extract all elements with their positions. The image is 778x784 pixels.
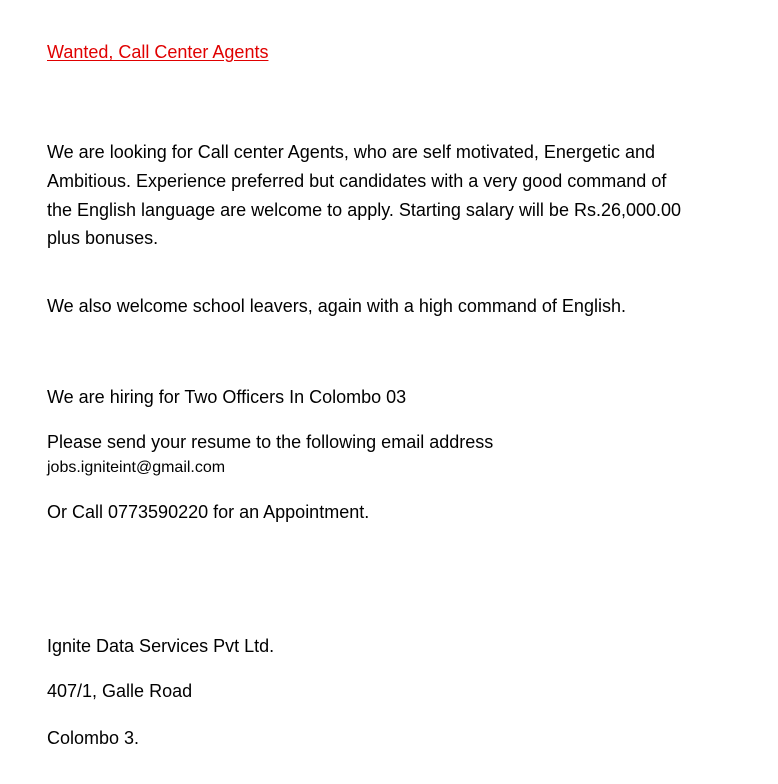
call-text: Or Call 0773590220 for an Appointment. [47, 502, 370, 522]
company-name: Ignite Data Services Pvt Ltd. [47, 636, 275, 656]
company-address-line-1: 407/1, Galle Road [47, 681, 193, 701]
intro-line-4: plus bonuses. [47, 228, 159, 248]
intro-line-3: the English language are welcome to apply. Starting salary will be Rs.26,000.00 [47, 200, 682, 220]
school-leavers-text: We also welcome school leavers, again with a high command of English. [47, 296, 626, 316]
hiring-text: We are hiring for Two Officers In Colombo 03 [47, 387, 407, 407]
intro-paragraph [47, 138, 767, 251]
intro-line-1: We are looking for Call center Agents, who are self motivated, Energetic and [47, 142, 655, 162]
intro-line-2: Ambitious. Experience preferred but candidates with a very good command of [47, 171, 667, 191]
company-address-line-2: Colombo 3. [47, 728, 140, 748]
page-title: Wanted, Call Center Agents [47, 42, 269, 62]
resume-prompt-text: Please send your resume to the following email address [47, 432, 494, 452]
email-link[interactable]: jobs.igniteint@gmail.com [47, 459, 226, 476]
